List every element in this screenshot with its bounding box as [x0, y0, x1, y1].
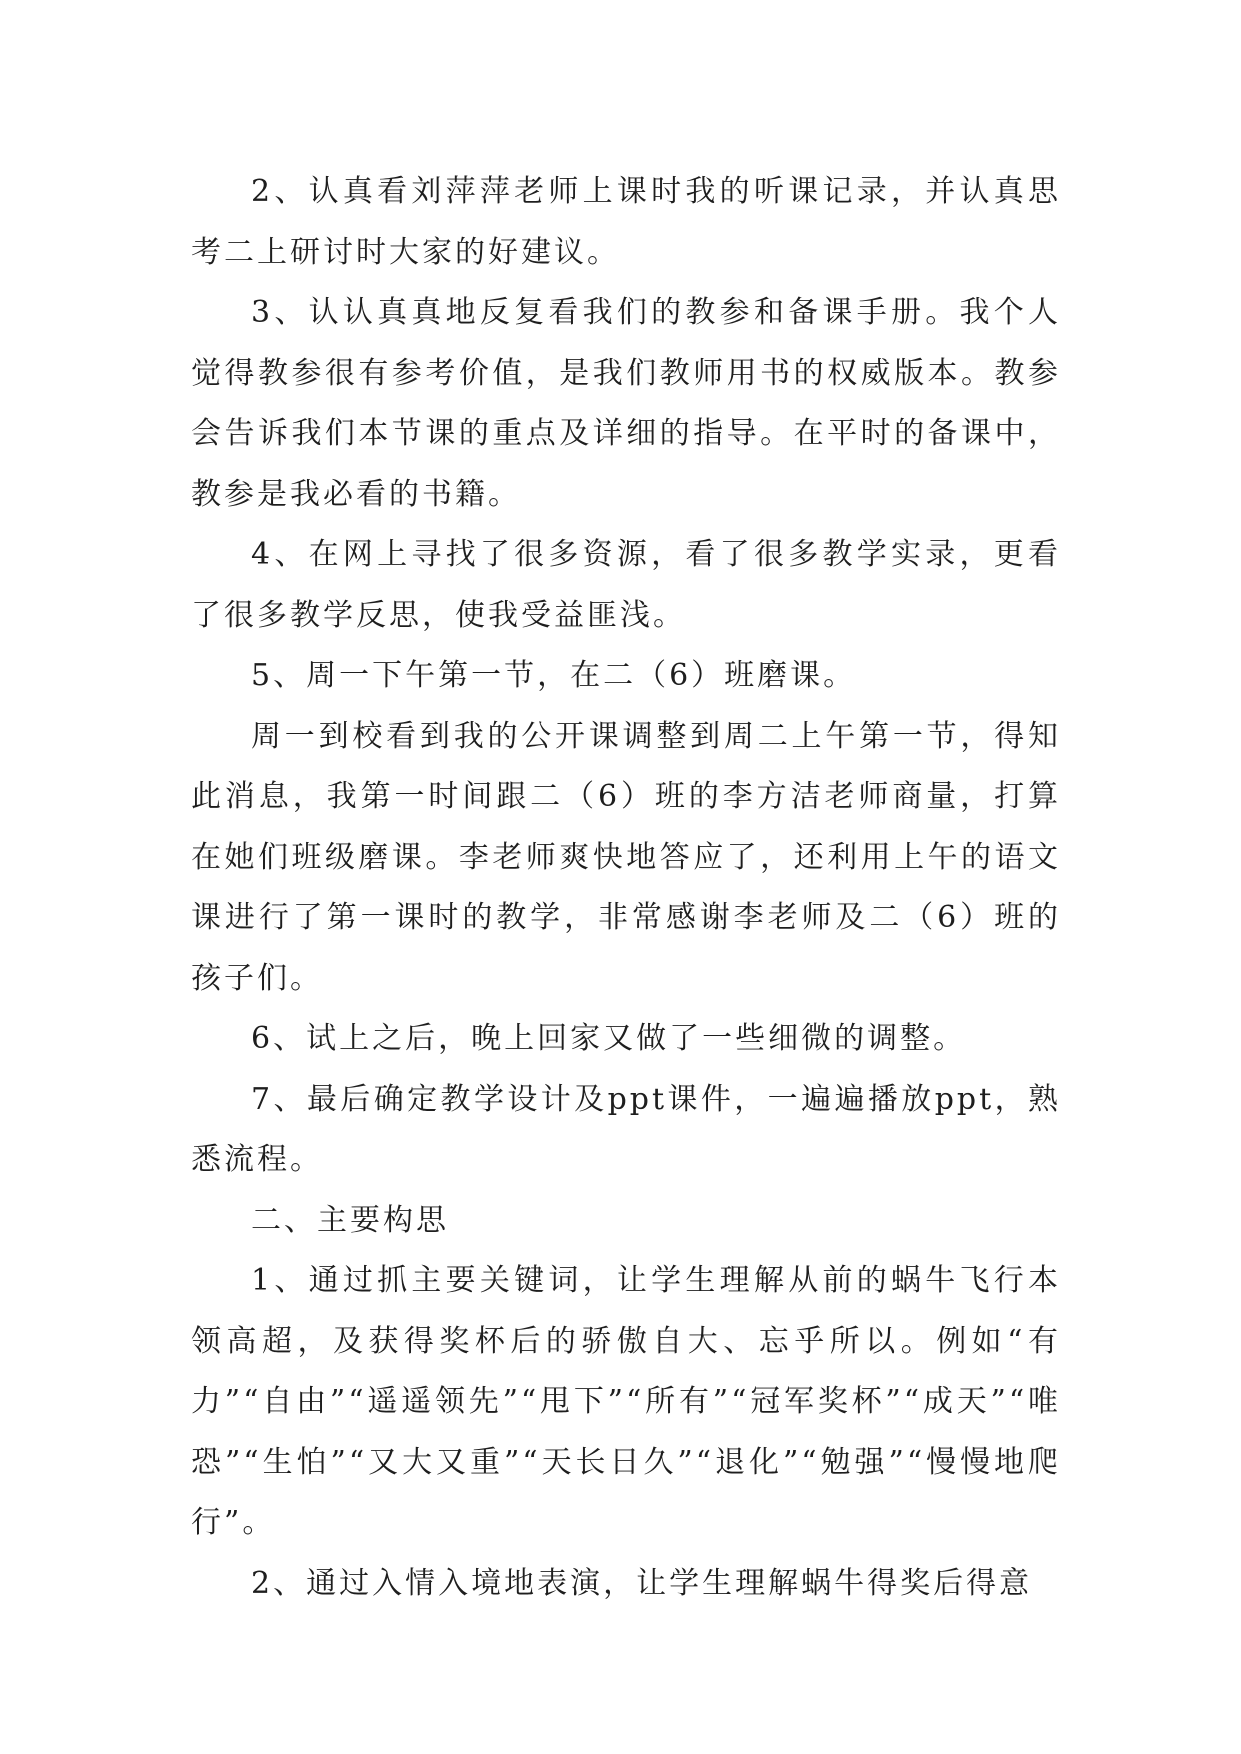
paragraph-step-5: 5、周一下午第一节，在二（6）班磨课。 — [251, 658, 857, 693]
paragraph-idea-1: 1、通过抓主要关键词，让学生理解从前的蜗牛飞行本领高超，及获得奖杯后的骄傲自大、忘乎所以。例如“有力”“自由”“遥遥领先”“甩下”“所有”“冠军奖杯”“成天”“唯恐”“生怕”“又大又重”“天长日久”“退化”“勉强”“慢慢地爬行”。 — [191, 1263, 1061, 1540]
paragraph-step-5-detail: 周一到校看到我的公开课调整到周二上午第一节，得知此消息，我第一时间跟二（6）班的李方洁老师商量，打算在她们班级磨课。李老师爽快地答应了，还利用上午的语文课进行了第一课时的教学，非常感谢李老师及二（6）班的孩子们。 — [191, 718, 1061, 996]
paragraph-step-2: 2、认真看刘萍萍老师上课时我的听课记录，并认真思考二上研讨时大家的好建议。 — [191, 174, 1061, 270]
paragraph-step-3: 3、认认真真地反复看我们的教参和备课手册。我个人觉得教参很有参考价值，是我们教师用书的权威版本。教参会告诉我们本节课的重点及详细的指导。在平时的备课中，教参是我必看的书籍。 — [191, 295, 1061, 512]
section-heading-main-ideas: 二、主要构思 — [251, 1202, 449, 1238]
paragraph-step-6: 6、试上之后，晚上回家又做了一些细微的调整。 — [251, 1021, 967, 1056]
paragraph-step-7: 7、最后确定教学设计及ppt课件，一遍遍播放ppt，熟悉流程。 — [191, 1081, 1061, 1177]
document-body — [191, 162, 1061, 1614]
paragraph-step-4: 4、在网上寻找了很多资源，看了很多教学实录，更看了很多教学反思，使我受益匪浅。 — [191, 537, 1061, 633]
paragraph-idea-2: 2、通过入情入境地表演，让学生理解蜗牛得奖后得意 — [251, 1565, 1033, 1601]
